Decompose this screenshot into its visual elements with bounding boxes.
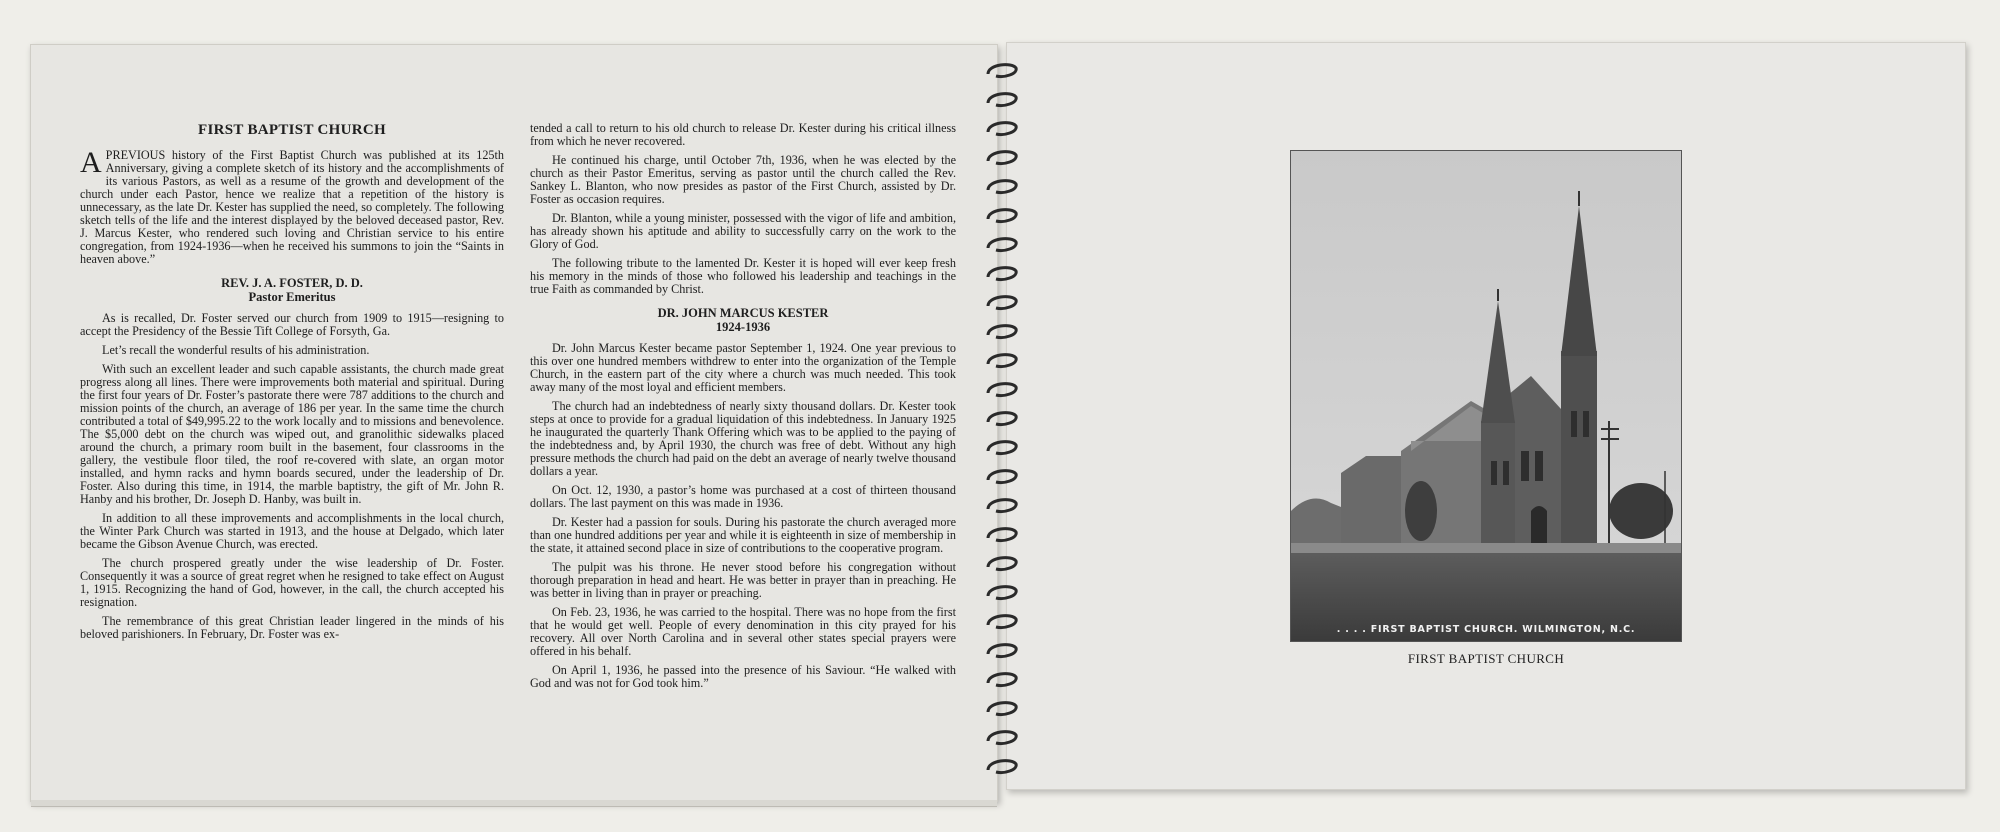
foster-paragraph: With such an excellent leader and such capable assistants, the church made great progress along all lines. There were improvements both material and spiritual. During the first four years of Dr. Foster’s pastorate there were 787 additions to the church and mission points of the church, an average of 186 per year. In the same time the church contributed a total of $49,995.22 to the work locally and to missions and benevolence. The $5,000 debt on the church was wiped out, and granolithic sidewalks placed around the church, a primary room built in the basement, four classrooms in the gallery, the vestibule floor tiled, the roof re-covered with slate, an organ motor installed, and hymn racks and hymn boards secured, under the leadership of Dr. Foster. Also during this time, in 1914, the marble baptistry, the gift of Mr. John R. Hanby and his brother, Dr. Joseph D. Hanby, was built in. bbox=[80, 362, 504, 506]
right-column bbox=[530, 122, 956, 696]
church-illustration bbox=[1291, 151, 1682, 642]
photo-caption: FIRST BAPTIST CHURCH bbox=[1407, 651, 1565, 666]
continued-paragraph: The following tribute to the lamented Dr. Kester it is hoped will ever keep fresh his memory in the minds of those who followed his leadership and teachings in the true Faith as commanded by Christ. bbox=[530, 256, 956, 296]
spiral-ring bbox=[988, 500, 1016, 512]
church-photo bbox=[1290, 150, 1682, 642]
spiral-ring bbox=[988, 268, 1016, 280]
spiral-ring bbox=[988, 94, 1016, 106]
foster-paragraph: As is recalled, Dr. Foster served our church from 1909 to 1915—resigning to accept the Presidency of the Bessie Tift College of Forsyth, Ga. bbox=[80, 311, 504, 338]
kester-paragraph: On April 1, 1936, he passed into the presence of his Saviour. “He walked with God and was not for God took him.” bbox=[530, 663, 956, 690]
foster-paragraph: Let’s recall the wonderful results of his administration. bbox=[102, 343, 370, 357]
spiral-ring bbox=[988, 239, 1016, 251]
kester-subtitle: 1924-1936 bbox=[715, 320, 771, 334]
foster-paragraph: The church prospered greatly under the wise leadership of Dr. Foster. Consequently it was a source of great regret when he resigned to take effect on August 1, 1915. Recognizing the hand of God, however, in the call, the church accepted his resignation. bbox=[80, 556, 504, 609]
kester-paragraph: On Oct. 12, 1930, a pastor’s home was purchased at a cost of thirteen thousand dollars. The last payment on this was made in 1936. bbox=[530, 483, 956, 510]
kester-paragraph: The church had an indebtedness of nearly sixty thousand dollars. Dr. Kester took steps at once to provide for a gradual liquidation of this indebtedness. In January 1925 he inaugurated the quarterly Thank Offering which was to be applied to the paying of the indebtedness and, by April 1930, the church was free of debt. Without any high pressure methods the church had paid on the debt an average of nearly twelve thousand dollars a year. bbox=[530, 399, 956, 478]
intro-paragraph bbox=[80, 146, 504, 266]
spiral-ring bbox=[988, 326, 1016, 338]
foster-paragraph: In addition to all these improvements and accomplishments in the local church, the Winter Park Church was started in 1913, and the house at Delgado, which later became the Gibson Avenue Church, was erected. bbox=[80, 511, 504, 551]
spiral-binding bbox=[982, 56, 1022, 786]
spiral-ring bbox=[988, 732, 1016, 744]
spiral-ring bbox=[988, 674, 1016, 686]
continued-paragraph: Dr. Blanton, while a young minister, possessed with the vigor of life and ambition, has already shown his aptitude and ability to successfully carry on the work to the Glory of God. bbox=[530, 211, 956, 251]
spiral-ring bbox=[988, 761, 1016, 773]
kester-paragraph: On Feb. 23, 1936, he was carried to the hospital. There was no hope from the first that he would get well. People of every denomination in this city prayed for his recovery. All over North Carolina and in several other states special prayers were offered in his behalf. bbox=[530, 605, 956, 658]
spiral-ring bbox=[988, 703, 1016, 715]
spiral-ring bbox=[988, 413, 1016, 425]
intro-text: PREVIOUS history of the First Baptist Church was published at its 125th Anniversary, giving a complete sketch of its history and the accomplishments of its various Pastors, as well as a resume of the growth and development of the church under each Pastor, hence we realize that a repetition of the history is unnecessary, as the late Dr. Kester has supplied the need, so completely. The following sketch tells of the life and the interest displayed by the beloved deceased pastor, Rev. J. Marcus Kester, who rendered such loving and Christian service to his entire congregation, from 1924-1936—when he received his summons to join the “Saints in heaven above.” bbox=[80, 148, 504, 266]
spiral-ring bbox=[988, 471, 1016, 483]
spiral-ring bbox=[988, 355, 1016, 367]
photo-overlay-text: . . . . FIRST BAPTIST CHURCH. WILMINGTON, N.C. bbox=[1336, 624, 1636, 635]
kester-paragraph: Dr. John Marcus Kester became pastor September 1, 1924. One year previous to this over one hundred members withdrew to enter into the organization of the Temple Church, in the eastern part of the city where a church was much needed. This took away many of the most loyal and efficient members. bbox=[530, 341, 956, 394]
foster-title: REV. J. A. FOSTER, D. D. bbox=[221, 276, 363, 290]
spiral-ring bbox=[988, 181, 1016, 193]
dropcap: A bbox=[80, 146, 102, 179]
spiral-ring bbox=[988, 587, 1016, 599]
foster-heading bbox=[80, 276, 504, 304]
kester-paragraph: Dr. Kester had a passion for souls. During his pastorate the church averaged more than one hundred additions per year and while it is eighteenth in size of membership in the state, it attained second place in size of contributions to the cooperative program. bbox=[530, 515, 956, 555]
kester-title: DR. JOHN MARCUS KESTER bbox=[657, 306, 829, 320]
spiral-ring bbox=[988, 442, 1016, 454]
left-column bbox=[80, 78, 504, 647]
spiral-ring bbox=[988, 152, 1016, 164]
kester-paragraph: The pulpit was his throne. He never stood before his congregation without thorough preparation in head and heart. He was better in prayer than in preaching. He was better in living than in prayer or preaching. bbox=[530, 560, 956, 600]
spiral-ring bbox=[988, 123, 1016, 135]
continued-paragraph: He continued his charge, until October 7th, 1936, when he was elected by the church as their Pastor Emeritus, serving as pastor until the church called the Rev. Sankey L. Blanton, who now presides as pastor of the First Church, assisted by Dr. Foster as occasion requires. bbox=[530, 153, 956, 206]
spiral-ring bbox=[988, 645, 1016, 657]
page-title: FIRST BAPTIST CHURCH bbox=[198, 122, 386, 138]
spiral-ring bbox=[988, 558, 1016, 570]
spiral-ring bbox=[988, 529, 1016, 541]
spiral-ring bbox=[988, 297, 1016, 309]
spiral-ring bbox=[988, 210, 1016, 222]
continued-paragraph: tended a call to return to his old church to release Dr. Kester during his critical illness from which he never recovered. bbox=[530, 121, 956, 148]
foster-subtitle: Pastor Emeritus bbox=[248, 290, 336, 304]
foster-paragraph: The remembrance of this great Christian leader lingered in the minds of his beloved parishioners. In February, Dr. Foster was ex- bbox=[80, 614, 504, 641]
spiral-ring bbox=[988, 384, 1016, 396]
kester-heading bbox=[530, 306, 956, 334]
spiral-ring bbox=[988, 616, 1016, 628]
spiral-ring bbox=[988, 65, 1016, 77]
